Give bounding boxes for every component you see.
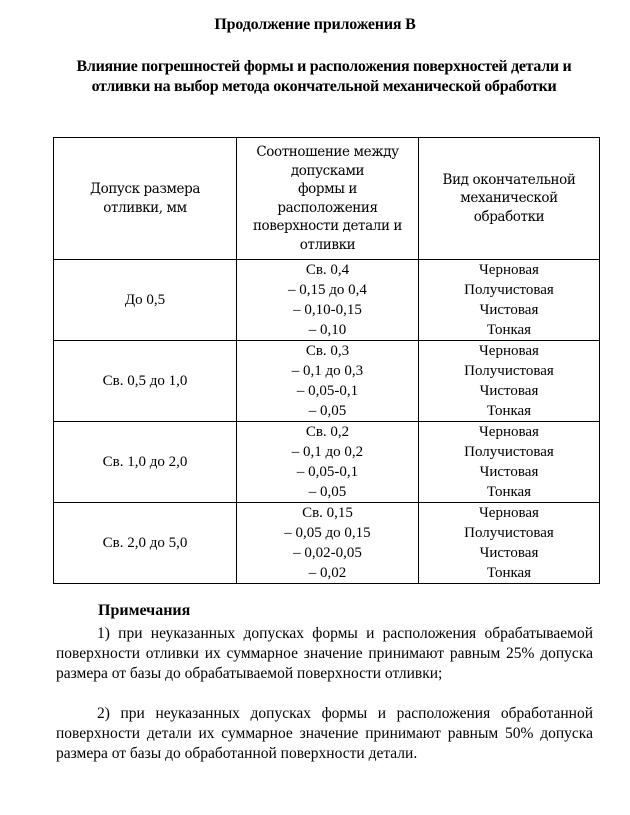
ratio-value: Св. 0,4 <box>305 262 350 278</box>
method-value: Чистовая <box>479 383 539 399</box>
tolerance-cell: Св. 2,0 до 5,0 <box>54 503 237 584</box>
column-header-tolerance-ratio <box>237 138 419 260</box>
ratio-value: – 0,05 <box>308 403 347 419</box>
ratio-value: – 0,1 до 0,2 <box>291 444 364 460</box>
header-line: расположения <box>277 199 378 216</box>
method-value: Тонкая <box>486 322 532 338</box>
method-value: Тонкая <box>486 403 532 419</box>
table-row <box>54 503 600 584</box>
method-value: Черновая <box>479 343 539 359</box>
ratio-cell <box>237 422 419 503</box>
header-line: механической <box>460 190 558 207</box>
header-line: отливки <box>299 236 356 253</box>
header-line: Соотношение между <box>256 144 399 160</box>
header-line: отливки, мм <box>103 199 187 216</box>
ratio-value: Св. 0,15 <box>302 505 353 521</box>
ratio-cell <box>237 341 419 422</box>
table-row <box>54 341 600 422</box>
ratio-value: Св. 0,3 <box>305 343 350 359</box>
header-line: формы и <box>297 181 358 197</box>
tolerance-cell: До 0,5 <box>54 260 237 341</box>
ratio-value: Св. 0,2 <box>305 424 350 440</box>
note-item: 1) при неуказанных допусках формы и расположения обрабатываемой поверхности отливки их суммарное значение принимают равным 25% допуска размера от базы до обрабатываемой поверхности отливки; <box>56 625 593 682</box>
ratio-value: – 0,02 <box>308 565 347 581</box>
header-line: поверхности детали и <box>252 218 403 234</box>
tolerance-cell: Св. 0,5 до 1,0 <box>54 341 237 422</box>
method-value: Получистовая <box>464 363 554 379</box>
method-value: Получистовая <box>464 525 554 541</box>
method-value: Тонкая <box>486 484 532 500</box>
method-value: Чистовая <box>479 464 539 480</box>
ratio-value: – 0,02-0,05 <box>293 545 362 561</box>
method-value: Черновая <box>479 424 539 440</box>
ratio-cell <box>237 260 419 341</box>
header-line: Вид окончательной <box>442 171 576 188</box>
ratio-value: – 0,05-0,1 <box>296 383 359 399</box>
table-header-row <box>54 138 600 260</box>
table-row <box>54 422 600 503</box>
table-title: Влияние погрешностей формы и расположения поверхностей детали и отливки на выбор метода окончательной механической обработки <box>76 58 572 95</box>
ratio-value: – 0,05 до 0,15 <box>284 525 371 541</box>
header-line: Допуск размера <box>90 181 200 197</box>
method-value: Тонкая <box>486 565 532 581</box>
ratio-value: – 0,10-0,15 <box>293 302 362 318</box>
method-value: Чистовая <box>479 545 539 561</box>
method-value: Черновая <box>479 262 539 278</box>
method-value: Получистовая <box>464 444 554 460</box>
header-line: обработки <box>473 208 545 225</box>
notes-heading: Примечания <box>98 602 191 619</box>
note-item: 2) при неуказанных допусках формы и расположения обработанной поверхности детали их суммарное значение принимают равным 50% допуска размера от базы до обработанной поверхности детали. <box>56 705 593 762</box>
tolerance-cell: Св. 1,0 до 2,0 <box>54 422 237 503</box>
column-header-machining-type <box>419 138 600 260</box>
table-row <box>54 260 600 341</box>
method-value: Получистовая <box>464 282 554 298</box>
tolerance-method-table <box>53 137 600 584</box>
appendix-continuation-heading: Продолжение приложения В <box>214 16 416 33</box>
ratio-value: – 0,05-0,1 <box>296 464 359 480</box>
method-cell <box>419 503 600 584</box>
method-value: Черновая <box>479 505 539 521</box>
method-cell <box>419 341 600 422</box>
method-cell <box>419 260 600 341</box>
column-header-casting-tolerance <box>54 138 237 260</box>
ratio-value: – 0,05 <box>308 484 347 500</box>
method-value: Чистовая <box>479 302 539 318</box>
ratio-value: – 0,10 <box>308 322 347 338</box>
ratio-value: – 0,1 до 0,3 <box>291 363 364 379</box>
method-cell <box>419 422 600 503</box>
header-line: допусками <box>290 162 365 179</box>
ratio-value: – 0,15 до 0,4 <box>288 282 367 298</box>
ratio-cell <box>237 503 419 584</box>
